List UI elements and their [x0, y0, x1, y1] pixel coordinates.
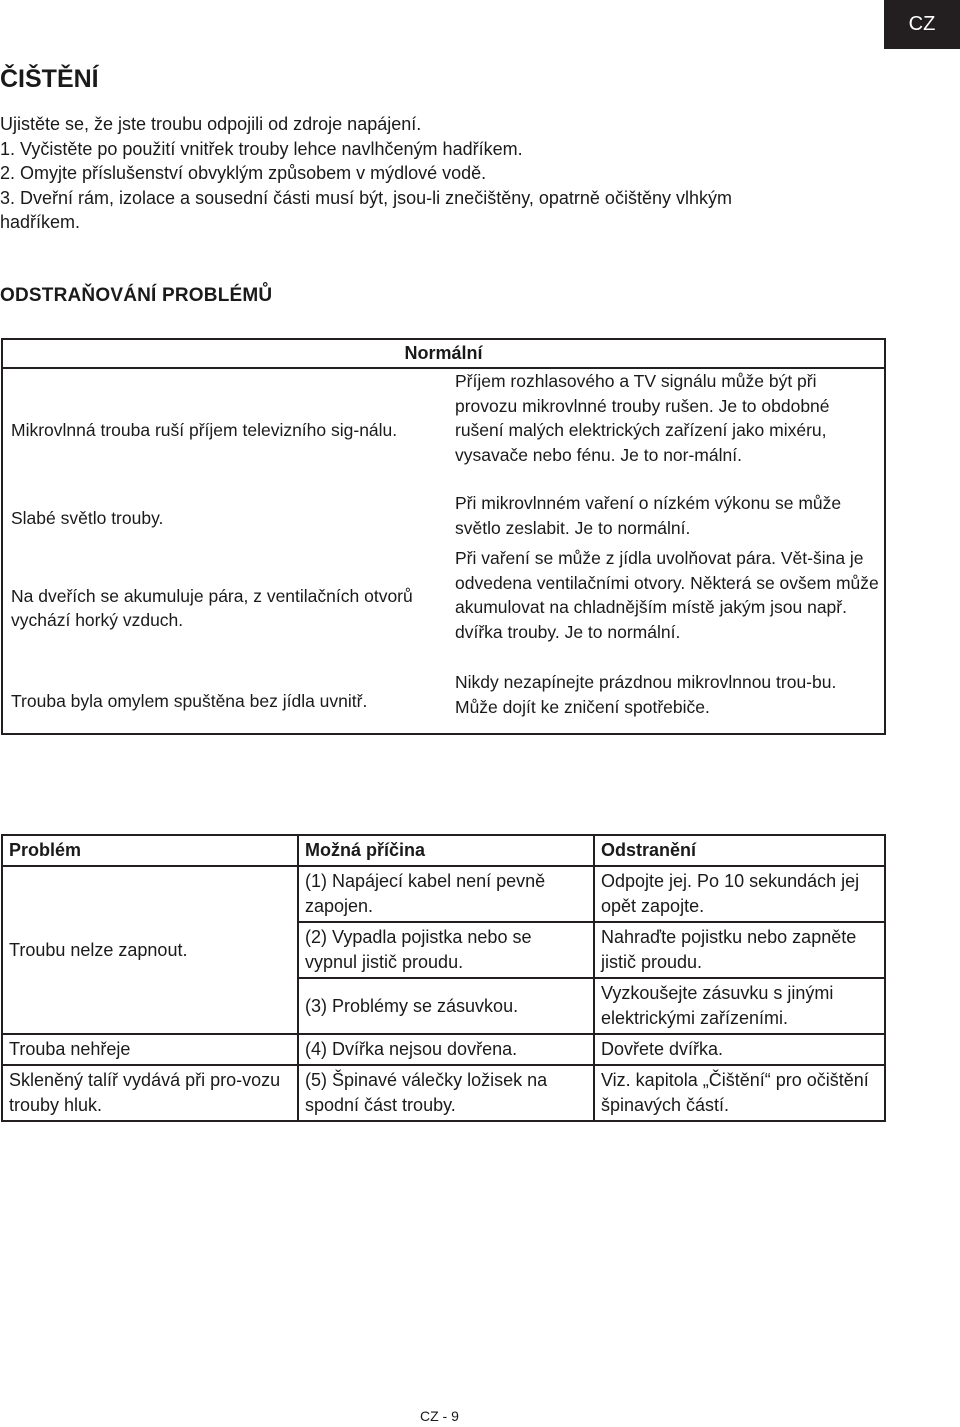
cleaning-title: ČIŠTĚNÍ: [0, 65, 99, 93]
cause-cell: (4) Dvířka nejsou dovřena.: [298, 1034, 594, 1065]
symptom-cell: Slabé světlo trouby.: [2, 491, 449, 546]
explanation-cell: Nikdy nezapínejte prázdnou mikrovlnnou trou-bu. Může dojít ke zničení spotřebiče.: [449, 670, 885, 734]
fix-cell: Dovřete dvířka.: [594, 1034, 885, 1065]
symptom-cell: Na dveřích se akumuluje pára, z ventilačních otvorů vychází horký vzduch.: [2, 546, 449, 670]
cleaning-line: Ujistěte se, že jste troubu odpojili od zdroje napájení.: [0, 114, 422, 134]
fix-cell: Viz. kapitola „Čištění“ pro očištění špinavých částí.: [594, 1065, 885, 1121]
cleaning-line: 1. Vyčistěte po použití vnitřek trouby lehce navlhčeným hadříkem.: [0, 138, 523, 159]
problem-solution-table: [1, 834, 886, 1122]
header-cause: Možná příčina: [298, 835, 594, 866]
symptom-cell: Trouba byla omylem spuštěna bez jídla uvnitř.: [2, 670, 449, 734]
cause-cell: (5) Špinavé válečky ložisek na spodní část trouby.: [298, 1065, 594, 1121]
cleaning-line: 2. Omyjte příslušenství obvyklým způsobem v mýdlové vodě.: [0, 163, 487, 183]
language-badge: CZ: [884, 0, 960, 49]
explanation-cell: Při vaření se může z jídla uvolňovat pára. Vět-šina je odvedena ventilačními otvory. Některá se ovšem může akumulovat na chladnějším místě jakým jsou např. dvířka trouby. Je to normální.: [449, 546, 885, 670]
fix-cell: Odpojte jej. Po 10 sekundách jej opět zapojte.: [594, 866, 885, 922]
cleaning-instructions: [0, 112, 900, 235]
symptom-cell: Mikrovlnná trouba ruší příjem televizního sig-nálu.: [2, 368, 449, 491]
cause-cell: (1) Napájecí kabel není pevně zapojen.: [298, 866, 594, 922]
problem-cell: Skleněný talíř vydává při pro-vozu trouby hluk.: [2, 1065, 298, 1121]
cause-cell: (3) Problémy se zásuvkou.: [298, 978, 594, 1034]
normal-behavior-table: [1, 338, 886, 735]
fix-cell: Vyzkoušejte zásuvku s jinými elektrickými zařízeními.: [594, 978, 885, 1034]
page-number: CZ - 9: [420, 1408, 459, 1424]
header-problem: Problém: [2, 835, 298, 866]
problem-cell: Trouba nehřeje: [2, 1034, 298, 1065]
cleaning-line: 3. Dveřní rám, izolace a sousední části musí být, jsou-li znečištěny, opatrně očištěny vlhkým: [0, 187, 732, 208]
normal-table-header: Normální: [2, 339, 885, 368]
cleaning-line: hadříkem.: [0, 212, 81, 232]
explanation-cell: Příjem rozhlasového a TV signálu může být při provozu mikrovlnné trouby rušen. Je to obdobné rušení malých elektrických zařízení jako mixéru, vysavače nebo fénu. Je to nor-mální.: [449, 368, 885, 491]
explanation-cell: Při mikrovlnném vaření o nízkém výkonu se může světlo zeslabit. Je to normální.: [449, 491, 885, 546]
fix-cell: Nahraďte pojistku nebo zapněte jistič proudu.: [594, 922, 885, 978]
troubleshooting-title: ODSTRAŇOVÁNÍ PROBLÉMŮ: [0, 285, 273, 306]
problem-cell: Troubu nelze zapnout.: [2, 866, 298, 1034]
cause-cell: (2) Vypadla pojistka nebo se vypnul jistič proudu.: [298, 922, 594, 978]
header-fix: Odstranění: [594, 835, 885, 866]
